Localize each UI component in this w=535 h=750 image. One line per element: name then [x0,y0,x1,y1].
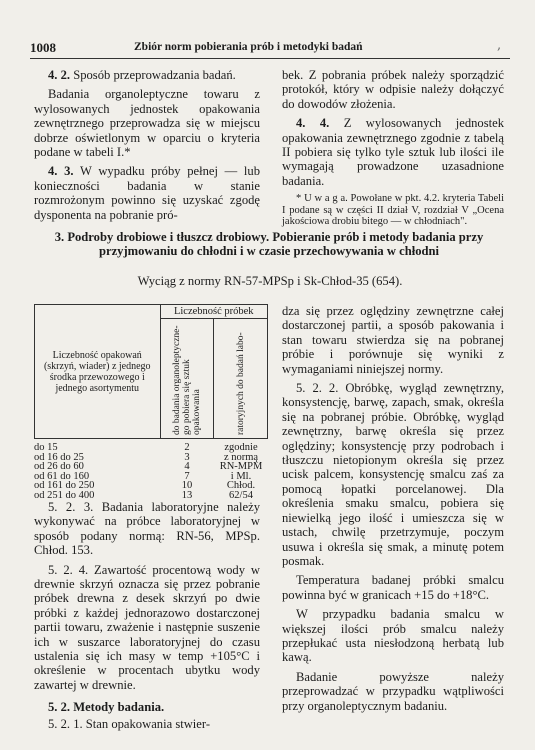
paragraph-temperature: Temperatura badanej próbki smalcu powinna być w granicach +15 do +18°C. [282,573,504,602]
table-cell-method: zgodnie [224,442,258,453]
table-cell-range: od 161 do 250 [34,480,95,492]
table-cell-method: z normą [223,451,259,463]
table-cell-count: 10 [181,480,193,492]
table-cell-method: i Ml. [230,470,252,482]
table-cell-count: 4 [184,461,190,473]
paragraph-5-2-3: 5. 2. 3. Badania laboratoryjne należy wykonywać na próbce laboratoryjnej w sposób podany normą: RN-56, MPSp. Chłod. 153. [34,500,260,558]
left-main-column [34,500,260,736]
table-cell-range: od 61 do 160 [34,470,90,482]
right-main-column [282,304,504,718]
table-cell-range: do 15 [34,442,58,453]
table-cell-count: 13 [181,489,193,501]
table-cell-range: od 251 do 400 [34,489,95,501]
table-cell-method: Chłod. [226,480,256,492]
paragraph-4-2 [34,68,260,82]
table-header-laboratory: ratoryjnych do badań labo- [214,319,268,439]
table-header-organoleptic: do badania organoleptyczne-go pobiera się sztuk opakowania [160,319,214,439]
paragraph-number: 4. 4. [296,116,330,131]
paragraph-4-4 [282,116,504,188]
paragraph-final: Badanie powyższe należy przeprowadzać w przypadku wątpliwości przy organoleptycznym badaniu. [282,669,504,713]
table-header-samples: Liczebność próbek [160,305,268,319]
section-title: 3. Podroby drobiowe i tłuszcz drobiowy. Pobieranie prób i metody badania przy przyjmowaniu do chłodni i w czasie przechowywania w chłodni [54,230,484,258]
paragraph-number: 4. 2. [48,68,71,82]
table-rows [34,443,268,501]
paragraph-5-2-4: 5. 2. 4. Zawartość procentową wody w drewnie skrzyń oznacza się przez pobranie próbek drewna z desek skrzyń po dwie próbki z każdej jednorazowo dostarczonej partii towaru, zważenie i następnie suszenie ich w suszarce laboratoryjnej do czasu ustalenia się ich masy w temp +105°C i określenie w procentach ubytku wody zawartej w drewnie. [34,562,260,692]
right-top-column [282,68,504,233]
table-cell-count: 3 [184,451,190,463]
header-rule [30,58,510,59]
table-header-packages: Liczebność opakowań (skrzyń, wiader) z jednego środka przewozowego i jednego asortymentu [35,305,161,439]
paragraph-tasting: W przypadku badania smalcu w większej ilości prób smalcu należy przepłukać usta niesłodzoną herbatą lub kawą. [282,607,504,665]
table-cell-range: od 26 do 60 [34,461,84,473]
page-number: 1008 [30,40,56,55]
paragraph-5-2-2: 5. 2. 2. Obróbkę, wygląd zewnętrzny, konsystencję, barwę, zapach, smak, określa się na pobranej próbie. Obróbkę, wygląd zewnętrzny, barwę określa się przez oględziny; konsystencję przy podrobach i tłuszczu nietopionym określa się przez ucisk palcem, konsystencję smalcu zaś za pomocą łopatki porcelanowej. Dla określenia smaku smalcu, pobiera się niewielką jego ilość i umieszcza się w ustach, chwilę przetrzymuje, poczym usuwa i określa się smak, a minutę potem posmak. [282,381,504,568]
paragraph-continuation: dza się przez oględziny zewnętrzne całej dostarczonej partii, a sposób pakowania i stan towaru stwierdza się na pobranej próbie i porównuje się wyniki z wymaganiami niniejszej normy. [282,304,504,376]
table-cell-range: od 16 do 25 [34,451,84,463]
heading-5-2: 5. 2. Metody badania. [48,700,165,715]
footnote: * U w a g a. Powołane w pkt. 4.2. kryteria Tabeli I podane są w części II dział V, rozdział V „Ocena jakościowa drobiu bitego — w chłodniach". [282,193,504,228]
tick-mark: , [497,38,502,53]
page-header-title: Zbiór norm pobierania prób i metodyki badań [134,41,363,53]
paragraph-continuation: bek. Z pobrania próbek należy sporządzić protokół, który w odpisie należy dołączyć do dowodów złożenia. [282,68,504,111]
table-cell-method: RN-MPM [219,461,263,473]
paragraph-text: W wypadku próby pełnej — lub konieczności badania w stanie rozmrożonym powinno się uzyskać zgodę dysponenta na pobranie pró- [34,164,260,222]
sampling-table [34,304,268,439]
paragraph-number: 4. 3. [48,164,74,179]
table-cell-count: 2 [184,442,190,453]
paragraph-5-2-1: 5. 2. 1. Stan opakowania stwier- [48,716,211,731]
paragraph-organoleptic: Badania organoleptyczne towaru z wylosowanych jednostek opakowania zewnętrznego przeprowadza się w miejscu dobrze oświetlonym w oparciu o kryteria podane w tabeli I.* [34,87,260,160]
norm-extract-line: Wyciąg z normy RN-57-MPSp i Sk-Chłod-35 (654). [137,274,403,288]
paragraph-text: Sposób przeprowadzania badań. [73,68,236,82]
table-cell-method: 62/54 [229,489,253,501]
paragraph-text: Z wylosowanych jednostek opakowania zewnętrznego zgodnie z tabelą II pobiera się tylko tyle sztuk lub ilości ile wymagają prowadzone uzasadnione badania. [282,116,505,188]
table-cell-count: 7 [184,470,190,482]
left-top-column [34,68,260,227]
paragraph-4-3 [34,164,260,222]
